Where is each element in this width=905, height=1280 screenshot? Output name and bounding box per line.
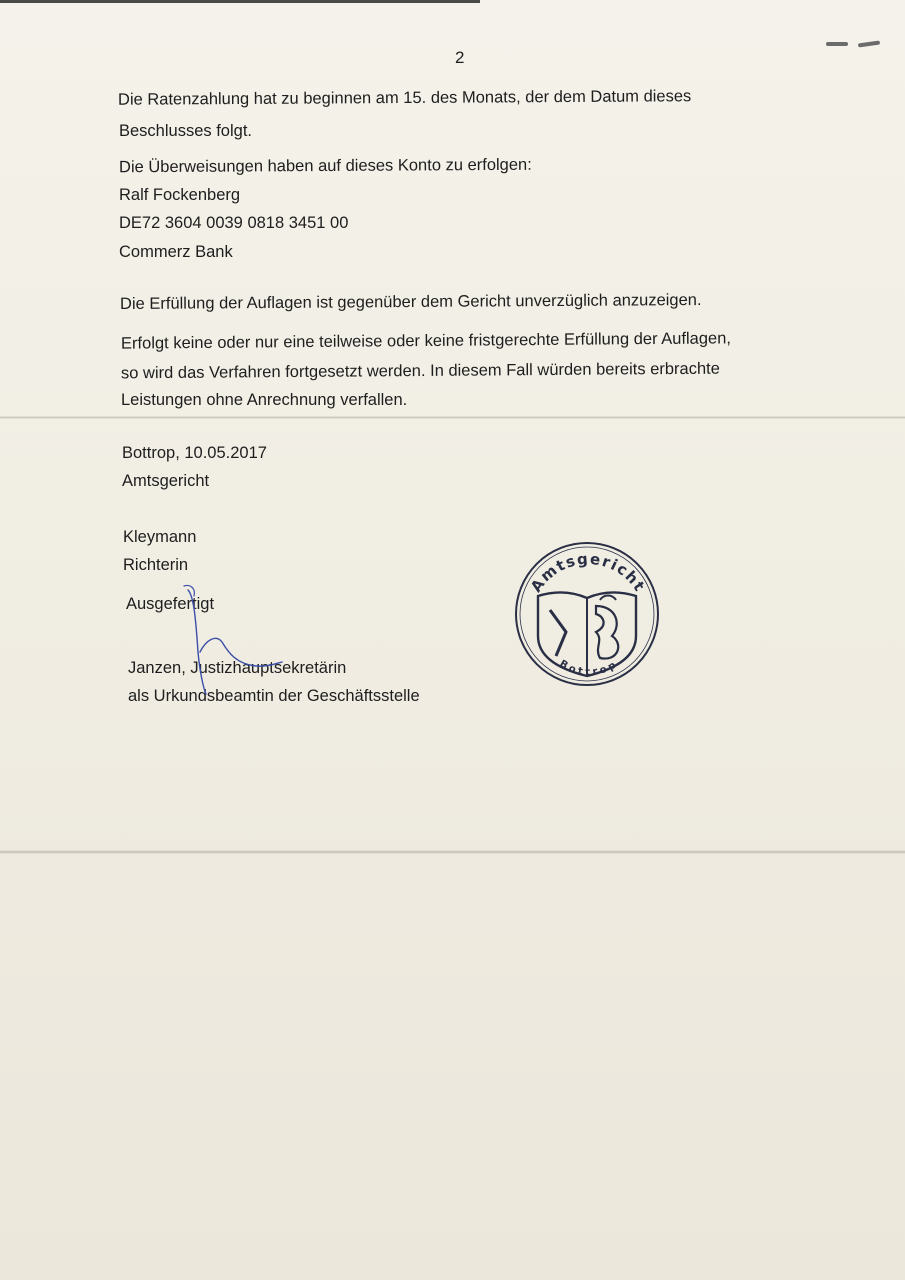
fold-crease: [0, 850, 905, 854]
page-number: 2: [455, 48, 465, 67]
clerk-name: Janzen, Justizhauptsekretärin: [128, 659, 347, 677]
paragraph-line: Die Überweisungen haben auf dieses Konto zu erfolgen:: [118, 155, 532, 177]
judge-title: Richterin: [123, 556, 189, 574]
court-name: Amtsgericht: [122, 472, 210, 490]
svg-text:Bottrop: [557, 658, 620, 678]
bank-name: Commerz Bank: [119, 243, 233, 261]
account-holder: Ralf Fockenberg: [119, 186, 241, 204]
staple-mark: [858, 40, 880, 47]
scan-edge-line: [0, 0, 480, 3]
court-seal-icon: [508, 540, 666, 688]
paragraph-line: Beschlusses folgt.: [119, 122, 252, 140]
seal-top-text: Amtsgericht: [526, 549, 650, 596]
paragraph-line: Die Erfüllung der Auflagen ist gegenüber dem Gericht unverzüglich anzuzeigen.: [119, 290, 702, 314]
fold-crease: [0, 416, 905, 419]
paragraph-line: so wird das Verfahren fortgesetzt werden. In diesem Fall würden bereits erbrachte: [120, 359, 720, 383]
issued-note: Ausgefertigt: [126, 595, 215, 613]
seal-bottom-text: Bottrop: [557, 658, 621, 678]
judge-name: Kleymann: [123, 528, 197, 546]
clerk-role: als Urkundsbeamtin der Geschäftsstelle: [128, 687, 420, 705]
paragraph-line: Leistungen ohne Anrechnung verfallen.: [121, 391, 408, 409]
iban: DE72 3604 0039 0818 3451 00: [119, 214, 349, 232]
place-date: Bottrop, 10.05.2017: [122, 444, 267, 462]
paragraph-line: Erfolgt keine oder nur eine teilweise oder keine fristgerechte Erfüllung der Auflagen,: [120, 329, 732, 353]
paragraph-line: Die Ratenzahlung hat zu beginnen am 15. des Monats, der dem Datum dieses: [117, 87, 692, 109]
signature-icon: [170, 582, 290, 702]
staple-mark: [826, 42, 848, 46]
